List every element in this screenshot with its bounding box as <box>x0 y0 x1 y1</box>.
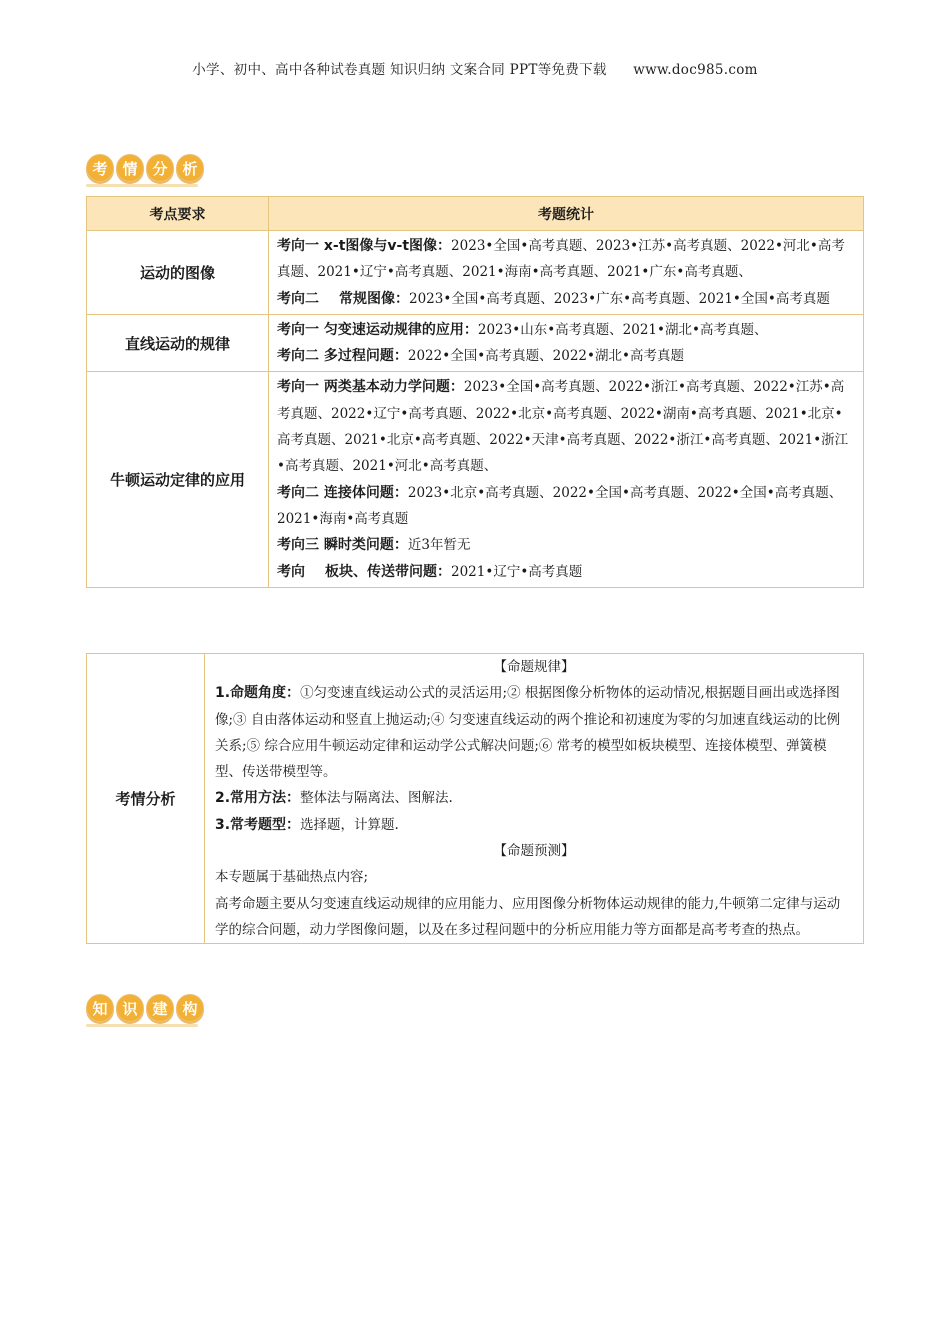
table-row <box>87 314 864 372</box>
table-row <box>87 654 864 944</box>
stats-item <box>277 317 855 343</box>
item-text: 近3年暂无 <box>407 537 471 554</box>
topic-cell: 运动的图像 <box>87 231 269 315</box>
stats-item <box>277 559 855 585</box>
rule-title: 【命题规律】 <box>493 659 575 675</box>
item-label-2: 板块、传送带问题： <box>325 563 451 580</box>
paragraph <box>215 812 853 838</box>
analysis-content-cell <box>205 654 864 944</box>
item-text: 2023•北京•高考真题、2022•全国•高考真题、2022•全国•高考真题、2021•海南•高考真题 <box>277 484 843 527</box>
item-text: 2023•全国•高考真题、2023•江苏•高考真题、2022•河北•高考真题、2021•辽宁•高考真题、2021•海南•高考真题、2021•广东•高考真题、 <box>277 238 845 281</box>
item-label: 考向一 匀变速运动规律的应用： <box>277 321 478 338</box>
para-text: ①匀变速直线运动公式的灵活运用;② 根据图像分析物体的运动情况,根据题目画出或选择图像;③ 自由落体运动和竖直上抛运动;④ 匀变速直线运动的两个推论和初速度为零的匀加速直线运动的比例关系;⑤ 综合应用牛顿运动定律和运动学公式解决问题;⑥ 常考的模型如板块模型、连接体模型、弹簧模型、传送带模型等。 <box>215 685 841 781</box>
predict-title: 【命题预测】 <box>493 843 575 860</box>
analysis-label-cell: 考情分析 <box>87 654 205 944</box>
item-text: 2023•山东•高考真题、2021•湖北•高考真题、 <box>477 321 768 338</box>
item-text: 2023•全国•高考真题、2023•广东•高考真题、2021•全国•高考真题 <box>409 290 830 307</box>
stats-cell <box>269 314 864 372</box>
para-text: 整体法与隔离法、图解法. <box>300 790 453 807</box>
col-header-topic: 考点要求 <box>87 197 269 231</box>
para-label: 2.常用方法： <box>215 790 301 807</box>
item-label: 考向一 x-t图像与v-t图像： <box>277 238 452 254</box>
badge-char: 考 <box>86 154 114 182</box>
badge-char: 析 <box>176 154 204 182</box>
badge-char: 情 <box>116 154 144 182</box>
item-label: 考向三 瞬时类问题： <box>277 537 408 554</box>
stats-item <box>277 374 855 479</box>
header-text: 小学、初中、高中各种试卷真题 知识归纳 文案合同 PPT等免费下载 <box>192 62 607 78</box>
item-text: 2023•全国•高考真题、2022•浙江•高考真题、2022•江苏•高考真题、2022•辽宁•高考真题、2022•北京•高考真题、2022•湖南•高考真题、2021•北京•高考真题、2021•北京•高考真题、2022•天津•高考真题、2022•浙江•高考真题、2021•浙江•高考真题、2021•河北•高考真题、 <box>277 379 849 475</box>
badge-underline <box>86 184 198 187</box>
stats-cell <box>269 372 864 587</box>
exam-analysis-table <box>86 653 864 944</box>
item-label: 考向二 <box>277 290 319 307</box>
para-label: 3.常考题型： <box>215 816 301 833</box>
badge-char: 分 <box>146 154 174 182</box>
stats-item <box>277 532 855 558</box>
badge-char: 知 <box>86 994 114 1022</box>
section-badge-knowledge <box>86 994 204 1022</box>
col-header-stats: 考题统计 <box>269 197 864 231</box>
item-text: 2022•全国•高考真题、2022•湖北•高考真题 <box>407 348 684 365</box>
header-url[interactable]: www.doc985.com <box>633 62 758 78</box>
para-label: 1.命题角度： <box>215 685 301 702</box>
stats-cell <box>269 231 864 315</box>
table-header-row <box>87 197 864 231</box>
stats-item <box>277 343 855 369</box>
item-text: 2021•辽宁•高考真题 <box>451 563 583 580</box>
section-badge-exam-analysis <box>86 154 204 182</box>
item-label: 考向一 两类基本动力学问题： <box>277 379 464 396</box>
badge-underline <box>86 1024 198 1027</box>
item-label-2: 常规图像： <box>339 290 409 307</box>
paragraph: 本专题属于基础热点内容; <box>215 869 369 886</box>
item-label: 考向 <box>277 563 305 580</box>
item-label: 考向二 多过程问题： <box>277 348 408 365</box>
page-header <box>0 58 950 78</box>
stats-item <box>277 480 855 533</box>
stats-item <box>277 233 855 286</box>
stats-item <box>277 286 855 312</box>
paragraph <box>215 785 853 811</box>
topic-cell: 直线运动的规律 <box>87 314 269 372</box>
topic-cell: 牛顿运动定律的应用 <box>87 372 269 587</box>
para-text: 选择题，计算题. <box>300 816 399 833</box>
exam-statistics-table <box>86 196 864 588</box>
paragraph: 高考命题主要从匀变速直线运动规律的应用能力、应用图像分析物体运动规律的能力,牛顿第二定律与运动学的综合问题，动力学图像问题，以及在多过程问题中的分析应用能力等方面都是高考考查的热点。 <box>215 895 841 938</box>
badge-char: 识 <box>116 994 144 1022</box>
table-row <box>87 372 864 587</box>
table-row <box>87 231 864 315</box>
paragraph <box>215 680 853 785</box>
badge-char: 构 <box>176 994 204 1022</box>
item-label: 考向二 连接体问题： <box>277 484 408 501</box>
badge-char: 建 <box>146 994 174 1022</box>
